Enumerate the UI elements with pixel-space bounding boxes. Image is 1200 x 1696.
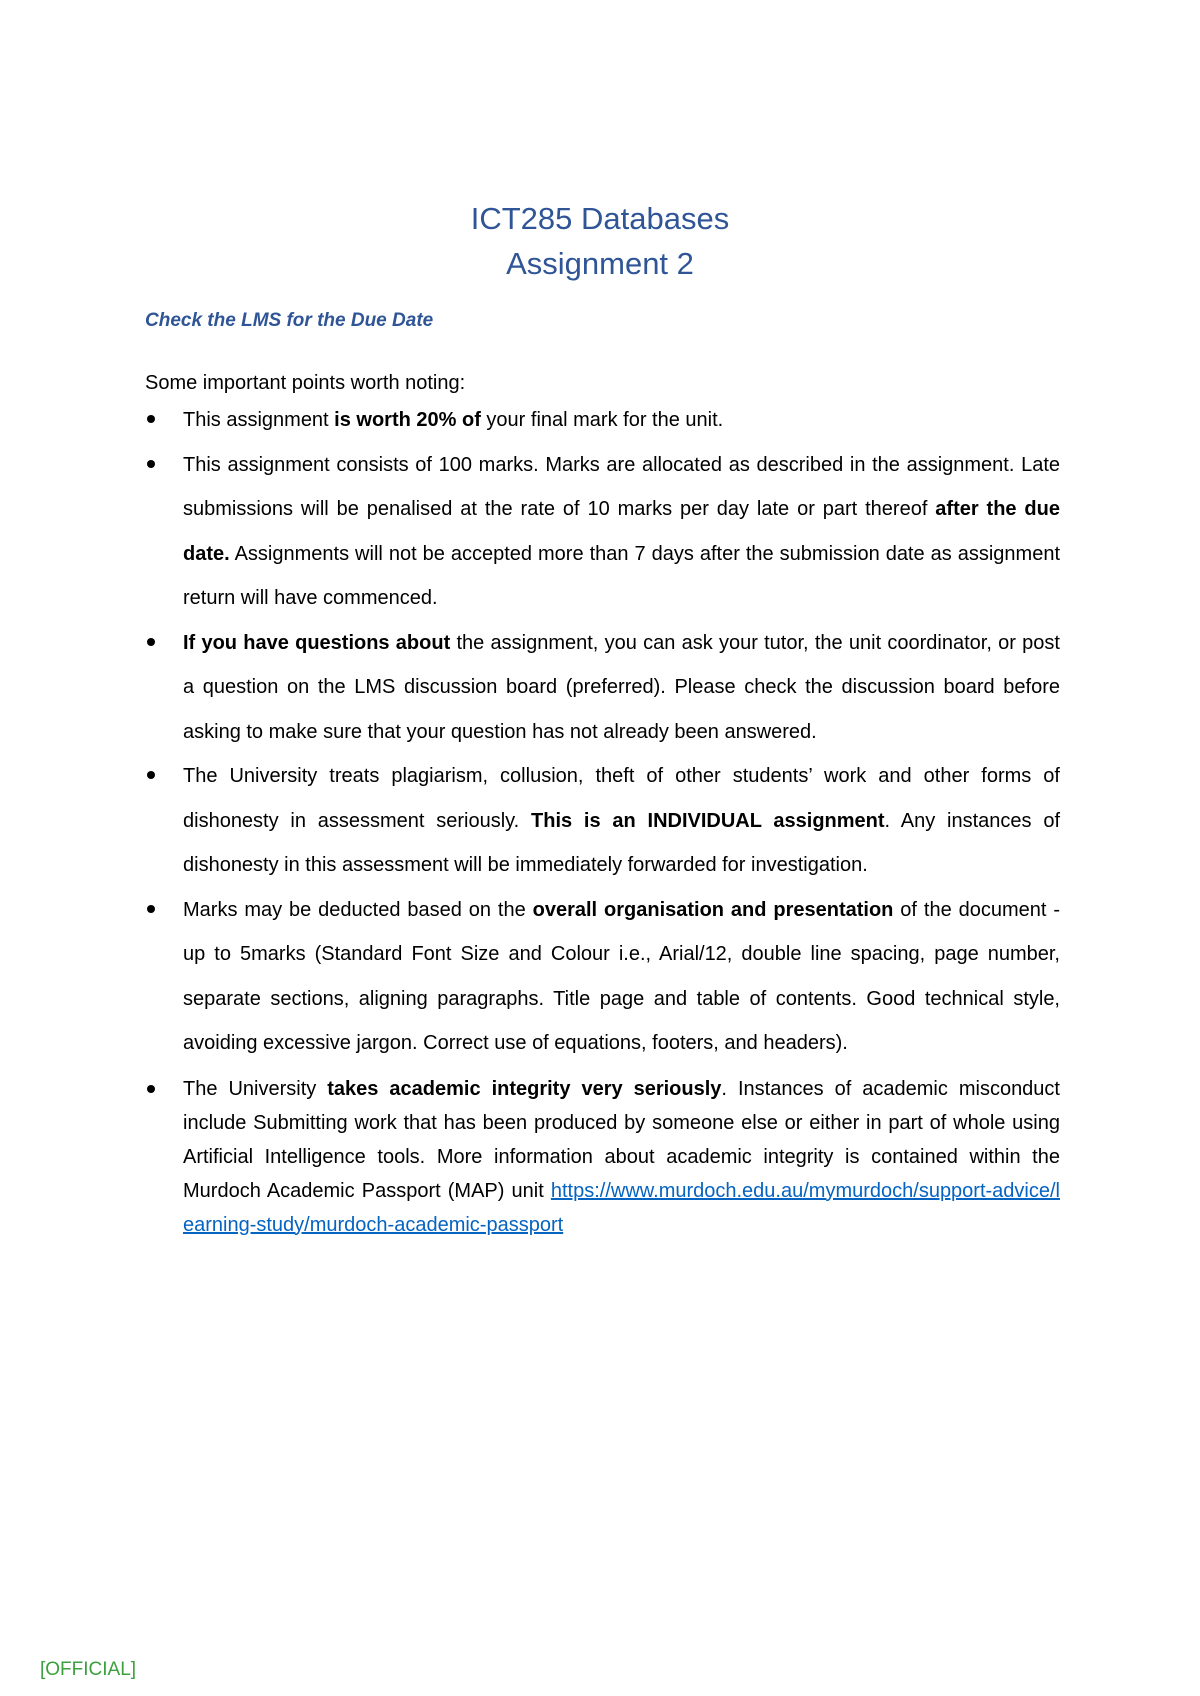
bullet-text: This assignment consists of 100 marks. Marks are allocated as described in the assignment. Late submissions will be penalised at the rate of 10 marks per day late or part thereof: [183, 453, 1060, 520]
title-block: [0, 196, 1200, 286]
list-item: [145, 443, 1060, 621]
list-item: [145, 621, 1060, 755]
bullet-text: your final mark for the unit.: [480, 409, 724, 431]
bullet-emphasis: is worth 20% of: [334, 409, 481, 431]
list-item: [145, 888, 1060, 1066]
bullet-text: Marks may be deducted based on the: [183, 898, 533, 921]
document-title: ICT285 Databases: [470, 201, 730, 236]
bullet-text: . Instances of academic misconduct include Submitting work that has been produced by someone else or either in part of whole using Artificial Intelligence tools. More information about academic integrity is contained within the Murdoch Academic Passport (MAP) unit: [183, 1077, 1060, 1202]
bullet-emphasis: takes academic integrity very seriously: [327, 1077, 722, 1100]
list-item: [145, 754, 1060, 888]
bullet-text: The University treats plagiarism, collusion, theft of other students’ work and other forms of dishonesty in assessment seriously.: [183, 765, 1060, 832]
bullet-emphasis: If you have questions about: [183, 631, 451, 654]
bullet-text: The University: [183, 1077, 328, 1100]
bullet-text: of the document -up to 5marks (Standard Font Size and Colour i.e., Arial/12, double line spacing, page number, separate sections, aligning paragraphs. Title page and table of contents. Good technical style, avoiding excessive jargon. Correct use of equations, footers, and headers).: [183, 898, 1060, 1054]
map-unit-link[interactable]: https://www.murdoch.edu.au/mymurdoch/support-advice/learning-study/murdoch-academic-passport: [183, 1179, 1060, 1236]
intro-text: Some important points worth noting:: [145, 372, 466, 394]
document-subtitle: Assignment 2: [506, 246, 694, 281]
bullet-emphasis: This is an INDIVIDUAL assignment: [531, 809, 885, 832]
bullet-emphasis: after the due date.: [183, 498, 1060, 565]
bullet-text: the assignment, you can ask your tutor, the unit coordinator, or post a question on the LMS discussion board (preferred). Please check the discussion board before asking to make sure that your question has not already been answered.: [183, 631, 1060, 743]
points-list: [145, 398, 1060, 1242]
due-date-note: Check the LMS for the Due Date: [145, 310, 434, 331]
bullet-text: Assignments will not be accepted more than 7 days after the submission date as assignment return will have commenced.: [183, 542, 1060, 609]
list-item: [145, 398, 1060, 443]
list-item: [145, 1072, 1060, 1242]
bullet-emphasis: overall organisation and presentation: [532, 898, 894, 921]
classification-footer: [OFFICIAL]: [40, 1659, 137, 1680]
bullet-text: This assignment: [183, 409, 335, 431]
bullet-text: . Any instances of dishonesty in this assessment will be immediately forwarded for investigation.: [183, 809, 1060, 876]
